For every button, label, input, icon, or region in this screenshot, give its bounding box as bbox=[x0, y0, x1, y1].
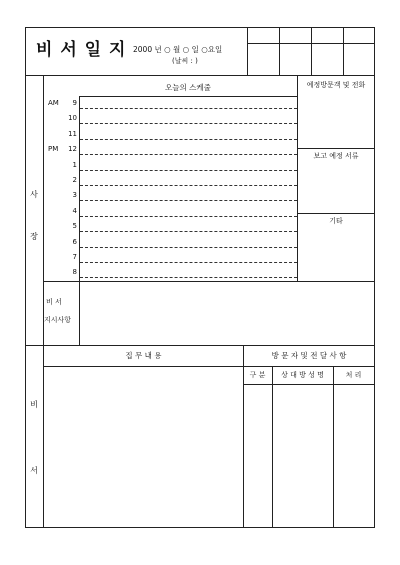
schedule-period-label: PM bbox=[48, 145, 59, 153]
schedule-hour-label: 12 bbox=[68, 145, 77, 153]
schedule-row-line bbox=[80, 123, 297, 124]
visitor-columns-divider bbox=[243, 384, 374, 385]
visitor-col-divider-1 bbox=[272, 366, 273, 528]
schedule-row-line bbox=[80, 108, 297, 109]
weather-line: (날씨 : ) bbox=[172, 57, 198, 65]
frame-top bbox=[25, 27, 375, 28]
schedule-row-line bbox=[80, 139, 297, 140]
schedule-row-line bbox=[80, 185, 297, 186]
ceo-side-label-bottom: 장 bbox=[30, 232, 38, 241]
visitor-col-name: 상 대 방 성 명 bbox=[281, 371, 324, 379]
schedule-hour-label: 7 bbox=[72, 253, 77, 261]
instructions-label-1: 비 서 bbox=[46, 298, 62, 306]
instructions-label-2: 지시사항 bbox=[44, 316, 72, 324]
instructions-top-divider bbox=[43, 281, 375, 282]
visitors-header: 방 문 자 및 전 달 사 항 bbox=[271, 351, 347, 360]
secretary-side-label-bottom: 서 bbox=[30, 466, 38, 475]
schedule-row-line bbox=[80, 231, 297, 232]
other-label: 기타 bbox=[329, 217, 343, 225]
header-divider bbox=[25, 75, 375, 76]
approval-grid-left bbox=[247, 27, 248, 75]
date-line: 2000 년 ○ 월 ○ 일 ○요일 bbox=[133, 45, 223, 54]
schedule-period-label: AM bbox=[48, 99, 59, 107]
schedule-row-line bbox=[80, 200, 297, 201]
secretary-side-label-top: 비 bbox=[30, 400, 38, 409]
visitor-col-category: 구 분 bbox=[249, 371, 266, 379]
schedule-hour-label: 10 bbox=[68, 114, 77, 122]
visitor-col-divider-2 bbox=[333, 366, 334, 528]
schedule-right-divider bbox=[297, 75, 298, 281]
right-box-divider-2 bbox=[297, 213, 374, 214]
frame-right bbox=[374, 27, 375, 528]
schedule-hour-label: 3 bbox=[72, 191, 77, 199]
schedule-row-line bbox=[80, 170, 297, 171]
frame-left bbox=[25, 27, 26, 528]
schedule-hour-label: 6 bbox=[72, 238, 77, 246]
schedule-row-line bbox=[80, 154, 297, 155]
schedule-row-line bbox=[80, 216, 297, 217]
schedule-hour-label: 8 bbox=[72, 268, 77, 276]
approval-grid-col2 bbox=[311, 27, 312, 75]
instructions-label-divider bbox=[79, 281, 80, 345]
schedule-hour-label: 4 bbox=[72, 207, 77, 215]
ceo-side-divider bbox=[43, 75, 44, 345]
schedule-hour-label: 2 bbox=[72, 176, 77, 184]
visitor-col-action: 처 리 bbox=[345, 371, 362, 379]
visitors-calls-label: 예정방문객 및 전화 bbox=[306, 81, 366, 89]
schedule-hour-label: 9 bbox=[72, 99, 77, 107]
report-docs-label: 보고 예정 서류 bbox=[313, 152, 359, 160]
schedule-hour-label: 1 bbox=[72, 161, 77, 169]
schedule-row-line bbox=[80, 262, 297, 263]
schedule-hour-label: 11 bbox=[68, 130, 77, 138]
secretary-side-divider bbox=[43, 345, 44, 528]
approval-grid-col3 bbox=[343, 27, 344, 75]
schedule-row-line bbox=[80, 277, 297, 278]
page-title: 비 서 일 지 bbox=[36, 40, 127, 60]
schedule-header-divider bbox=[79, 96, 297, 97]
schedule-hour-label: 5 bbox=[72, 222, 77, 230]
schedule-row-line bbox=[80, 247, 297, 248]
right-box-divider-1 bbox=[297, 148, 374, 149]
section-divider bbox=[25, 345, 375, 346]
work-header-divider bbox=[43, 366, 375, 367]
approval-grid-col1 bbox=[279, 27, 280, 75]
frame-bottom bbox=[25, 527, 375, 528]
schedule-header: 오늘의 스케줄 bbox=[165, 83, 211, 92]
work-header: 집 무 내 용 bbox=[125, 351, 162, 360]
ceo-side-label-top: 사 bbox=[30, 190, 38, 199]
